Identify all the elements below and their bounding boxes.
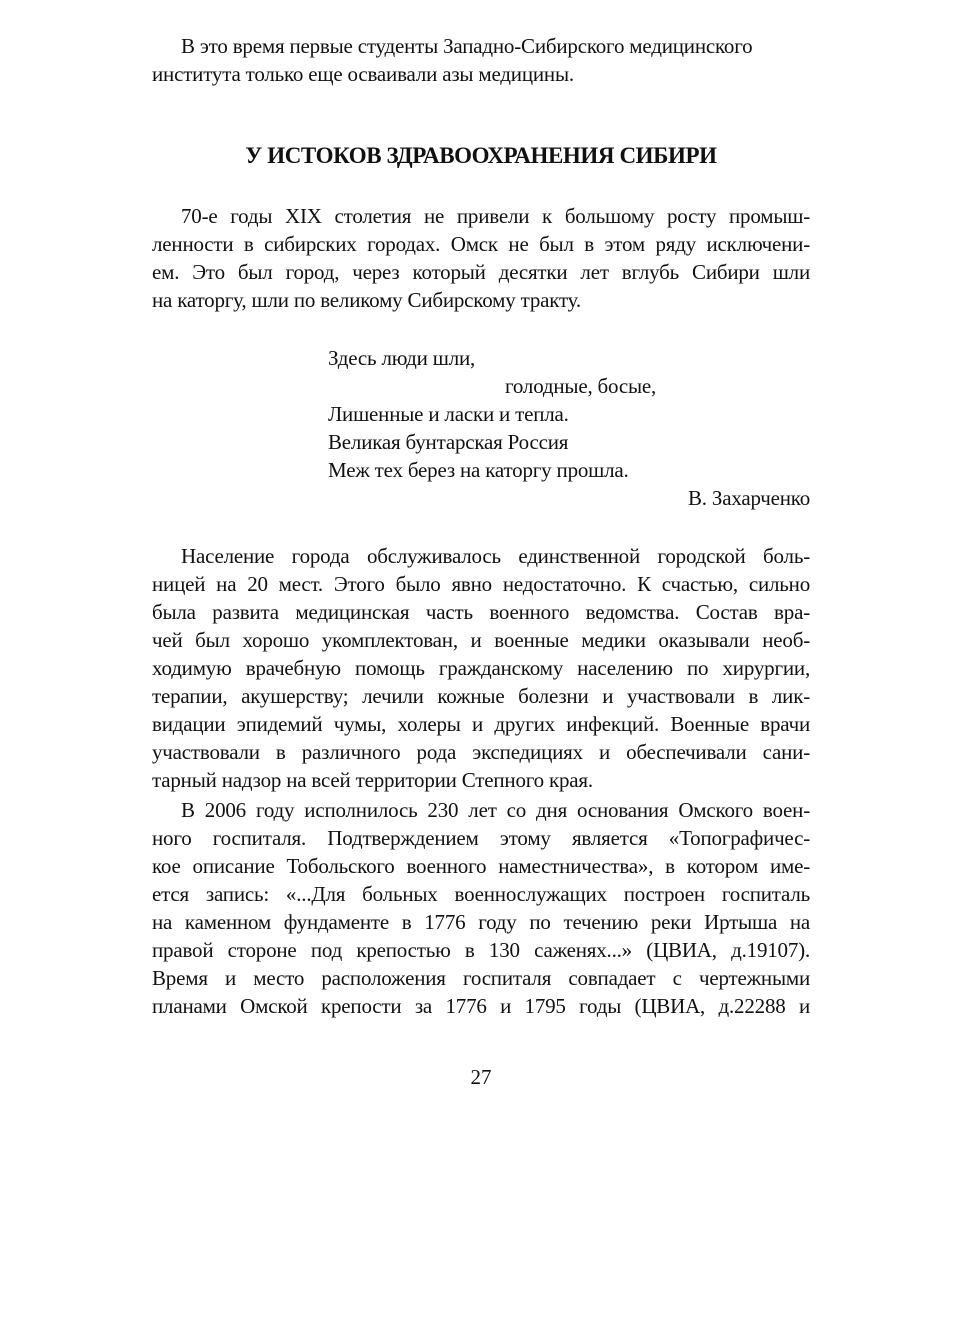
section-title: У ИСТОКОВ ЗДРАВООХРАНЕНИЯ СИБИРИ xyxy=(245,143,717,168)
paragraph2-line-1: Население города обслуживалось единственной городской боль- xyxy=(181,544,810,568)
paragraph1-line-1: 70-е годы XIX столетия не привели к большому росту промыш- xyxy=(181,204,810,228)
paragraph2-line-9: тарный надзор на всей территории Степного края. xyxy=(152,768,593,792)
poem-author: В. Захарченко xyxy=(687,486,810,510)
paragraph3-line-2: ного госпиталя. Подтверждением этому является «Топографичес- xyxy=(152,826,810,850)
paragraph2-line-3: была развита медицинская часть военного ведомства. Состав вра- xyxy=(152,600,810,624)
paragraph2-line-6: терапии, акушерству; лечили кожные болезни и участвовали в лик- xyxy=(152,684,810,708)
paragraph1-line-2: ленности в сибирских городах. Омск не был в этом ряду исключени- xyxy=(152,232,810,256)
intro-line-1: В это время первые студенты Западно-Сибирского медицинского xyxy=(181,34,753,58)
paragraph3-line-7: Время и место расположения госпиталя совпадает с чертежными xyxy=(152,966,810,990)
paragraph2-line-4: чей был хорошо укомплектован, и военные медики оказывали необ- xyxy=(152,628,810,652)
paragraph2-line-8: участвовали в различного рода экспедициях и обеспечивали сани- xyxy=(152,740,810,764)
paragraph3-line-5: на каменном фундаменте в 1776 году по течению реки Иртыша на xyxy=(152,910,810,934)
poem-line-2: голодные, босые, xyxy=(505,374,657,398)
paragraph3-line-4: ется запись: «...Для больных военнослужащих построен госпиталь xyxy=(152,882,810,906)
poem-line-3: Лишенные и ласки и тепла. xyxy=(328,402,569,426)
poem-line-4: Великая бунтарская Россия xyxy=(328,430,569,454)
paragraph1-line-3: ем. Это был город, через который десятки лет вглубь Сибири шли xyxy=(152,260,810,284)
paragraph2-line-2: ницей на 20 мест. Этого было явно недостаточно. К счастью, сильно xyxy=(152,572,810,596)
page-number: 27 xyxy=(470,1065,492,1089)
paragraph3-line-6: правой стороне под крепостью в 130 саженях...» (ЦВИА, д.19107). xyxy=(152,938,810,962)
intro-line-2: института только еще осваивали азы медицины. xyxy=(152,62,574,86)
paragraph2-line-7: видации эпидемий чумы, холеры и других инфекций. Военные врачи xyxy=(152,712,810,736)
paragraph3-line-1: В 2006 году исполнилось 230 лет со дня основания Омского воен- xyxy=(181,798,810,822)
paragraph1-line-4: на каторгу, шли по великому Сибирскому тракту. xyxy=(152,288,581,312)
paragraph3-line-8: планами Омской крепости за 1776 и 1795 годы (ЦВИА, д.22288 и xyxy=(152,994,810,1018)
poem-line-1: Здесь люди шли, xyxy=(328,346,476,370)
paragraph3-line-3: кое описание Тобольского военного наместничества», в котором име- xyxy=(152,854,810,878)
paragraph2-line-5: ходимую врачебную помощь гражданскому населению по хирургии, xyxy=(152,656,810,680)
poem-line-5: Меж тех берез на каторгу прошла. xyxy=(328,458,629,482)
